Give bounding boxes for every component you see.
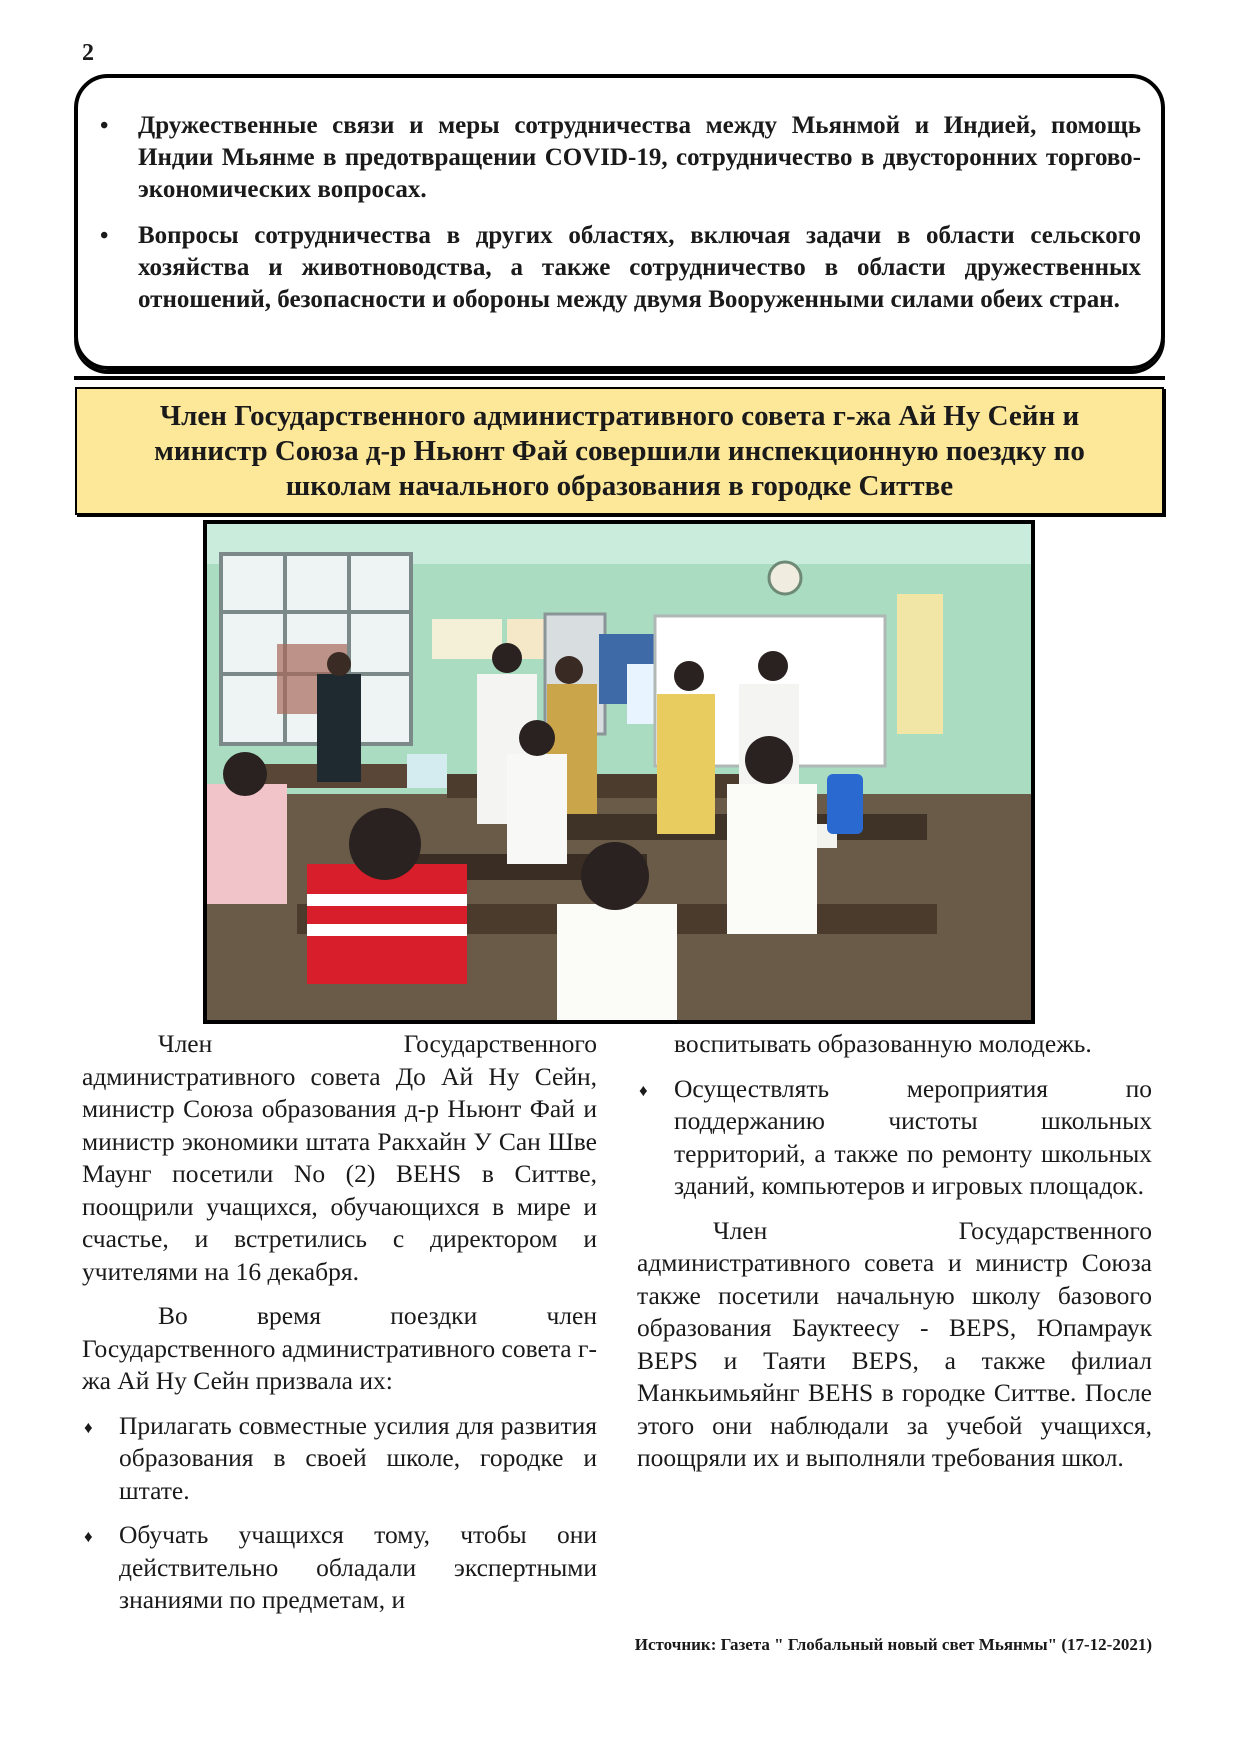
appeal-item: ♦ Прилагать совместные усилия для развития образования в своей школе, городке и штате. [82,1410,597,1508]
page-number: 2 [82,40,94,66]
article-column-left [82,1028,597,1629]
section-divider [74,376,1165,380]
article-headline: Член Государственного административного совета г-жа Ай Ну Сейн и министр Союза д-р Ньюнт Фай совершили инспекционную поездку по школам начального образования в городке Ситтве [154,399,1085,502]
summary-bullet: • Вопросы сотрудничества в других областях, включая задачи в области сельского хозяйства и животноводства, а также сотрудничество в области дружественных отношений, безопасности и обороны между двумя Вооруженными силами обеих стран. [92,220,1141,316]
appeal-item: ♦ Обучать учащихся тому, чтобы они действительно обладали экспертными знаниями по предметам, и [82,1519,597,1617]
article-paragraph: Во время поездки член Государственного административного совета г-жа Ай Ну Сейн призвала их: [82,1301,597,1395]
appeal-list [82,1410,597,1617]
summary-bullet-list [92,110,1141,330]
classroom-photo [203,520,1035,1024]
summary-box [74,74,1165,370]
article-column-right [637,1028,1152,1487]
headline-box [75,387,1164,515]
classroom-photo-illustration [207,524,1031,1020]
summary-bullet: • Дружественные связи и меры сотрудничества между Мьянмой и Индией, помощь Индии Мьянме в предотвращении COVID-19, сотрудничество в двусторонних торгово-экономических вопросах. [92,110,1141,206]
appeal-item: ♦ Осуществлять мероприятия по поддержанию чистоты школьных территорий, а также по ремонту школьных зданий, компьютеров и игровых площадок. [637,1073,1152,1203]
article-paragraph: Член Государственного административного совета и министр Союза также посетили начальную школу базового образования Бауктеесу - BEPS, Юпамраук BEPS и Таяти BEPS, а также филиал Манкьимьяйнг BEHS в городке Ситтве. После этого они наблюдали за учебой учащихся, поощряли их и выполняли требования школ. [637,1215,1152,1472]
source-credit: Источник: Газета " Глобальный новый свет Мьянмы" (17-12-2021) [634,1635,1152,1654]
article-continuation: воспитывать образованную молодежь. [674,1029,1092,1058]
appeal-list-continued [637,1073,1152,1203]
article-paragraph: Член Государственного административного совета До Ай Ну Сейн, министр Союза образования д-р Ньюнт Фай и министр экономики штата Ракхайн У Сан Шве Маунг посетили No (2) BEHS в Ситтве, поощрили учащихся, обучающихся в мире и счастье, и встретились с директором и учителями на 16 декабря. [82,1029,597,1286]
